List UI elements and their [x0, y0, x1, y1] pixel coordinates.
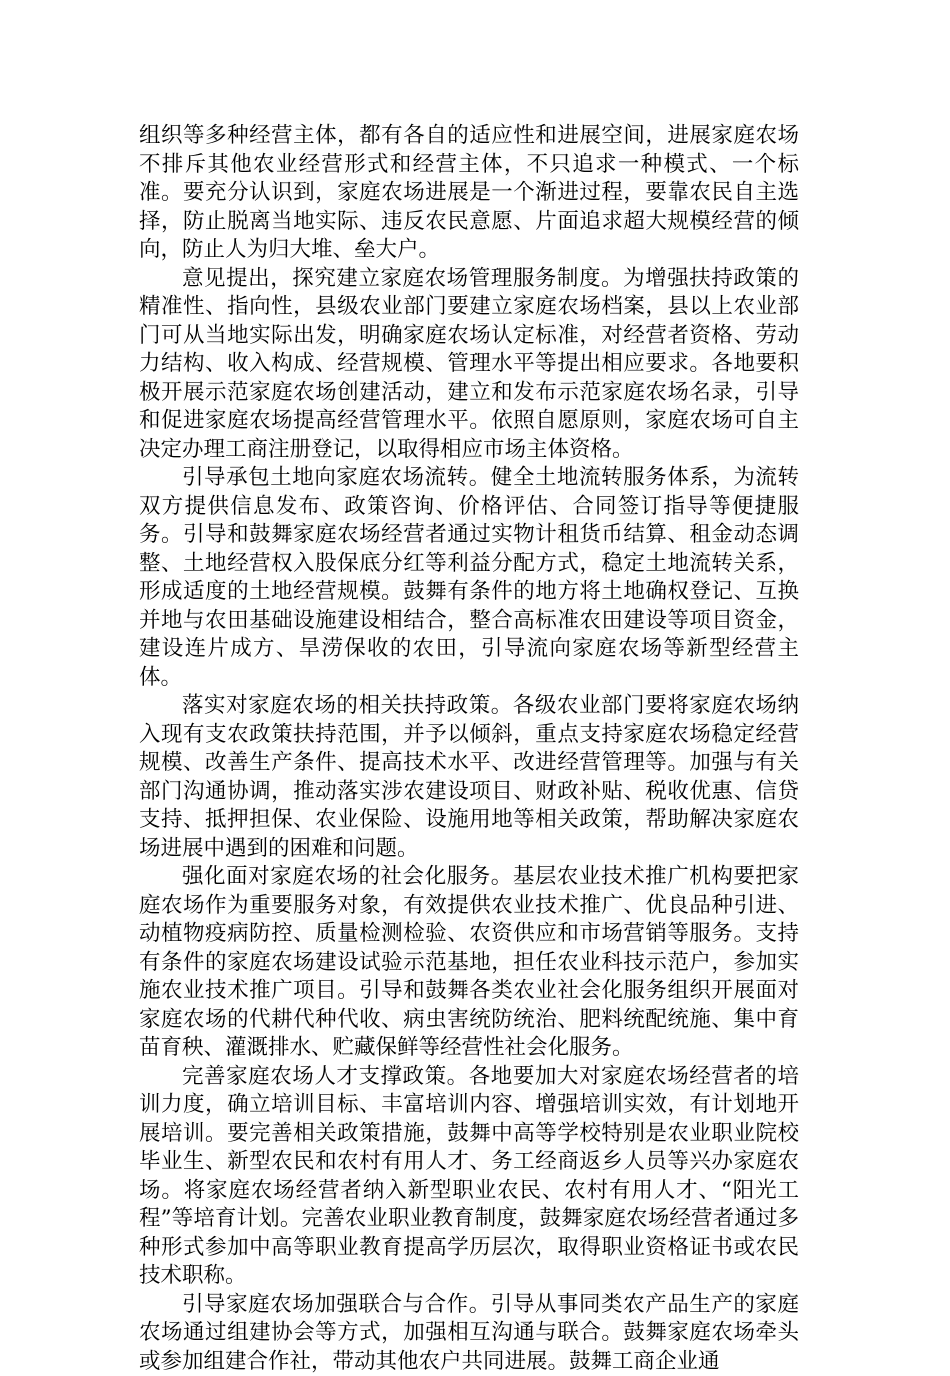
- document-page: [139, 122, 799, 1376]
- paragraph-continued: 组织等多种经营主体，都有各自的适应性和进展空间，进展家庭农场不排斥其他农业经营形式和经营主体，不只追求一种模式、一个标准。要充分认识到，家庭农场进展是一个渐进过程，要靠农民自主选择，防止脱离当地实际、违反农民意愿、片面追求超大规模经营的倾向，防止人为归大堆、垒大户。: [139, 122, 799, 265]
- paragraph-talent-policy: 完善家庭农场人才支撑政策。各地要加大对家庭农场经营者的培训力度，确立培训目标、丰富培训内容、增强培训实效，有计划地开展培训。要完善相关政策措施，鼓舞中高等学校特别是农业职业院校毕业生、新型农民和农村有用人才、务工经商返乡人员等兴办家庭农场。将家庭农场经营者纳入新型职业农民、农村有用人才、“阳光工程”等培育计划。完善农业职业教育制度，鼓舞家庭农场经营者通过多种形式参加中高等职业教育提高学历层次，取得职业资格证书或农民技术职称。: [139, 1063, 799, 1291]
- paragraph-land-transfer: 引导承包土地向家庭农场流转。健全土地流转服务体系，为流转双方提供信息发布、政策咨询、价格评估、合同签订指导等便捷服务。引导和鼓舞家庭农场经营者通过实物计租货币结算、租金动态调整、土地经营权入股保底分红等利益分配方式，稳定土地流转关系，形成适度的土地经营规模。鼓舞有条件的地方将土地确权登记、互换并地与农田基础设施建设相结合，整合高标准农田建设等项目资金，建设连片成方、旱涝保收的农田，引导流向家庭农场等新型经营主体。: [139, 464, 799, 692]
- paragraph-support-policy: 落实对家庭农场的相关扶持政策。各级农业部门要将家庭农场纳入现有支农政策扶持范围，并予以倾斜，重点支持家庭农场稳定经营规模、改善生产条件、提高技术水平、改进经营管理等。加强与有关部门沟通协调，推动落实涉农建设项目、财政补贴、税收优惠、信贷支持、抵押担保、农业保险、设施用地等相关政策，帮助解决家庭农场进展中遇到的困难和问题。: [139, 692, 799, 863]
- paragraph-social-services: 强化面对家庭农场的社会化服务。基层农业技术推广机构要把家庭农场作为重要服务对象，有效提供农业技术推广、优良品种引进、动植物疫病防控、质量检测检验、农资供应和市场营销等服务。支持有条件的家庭农场建设试验示范基地，担任农业科技示范户，参加实施农业技术推广项目。引导和鼓舞各类农业社会化服务组织开展面对家庭农场的代耕代种代收、病虫害统防统治、肥料统配统施、集中育苗育秧、灌溉排水、贮藏保鲜等经营性社会化服务。: [139, 863, 799, 1063]
- paragraph-management-system: 意见提出，探究建立家庭农场管理服务制度。为增强扶持政策的精准性、指向性，县级农业部门要建立家庭农场档案，县以上农业部门可从当地实际出发，明确家庭农场认定标准，对经营者资格、劳动力结构、收入构成、经营规模、管理水平等提出相应要求。各地要积极开展示范家庭农场创建活动，建立和发布示范家庭农场名录，引导和促进家庭农场提高经营管理水平。依照自愿原则，家庭农场可自主决定办理工商注册登记，以取得相应市场主体资格。: [139, 265, 799, 465]
- paragraph-cooperation: 引导家庭农场加强联合与合作。引导从事同类农产品生产的家庭农场通过组建协会等方式，加强相互沟通与联合。鼓舞家庭农场牵头或参加组建合作社，带动其他农户共同进展。鼓舞工商企业通: [139, 1291, 799, 1376]
